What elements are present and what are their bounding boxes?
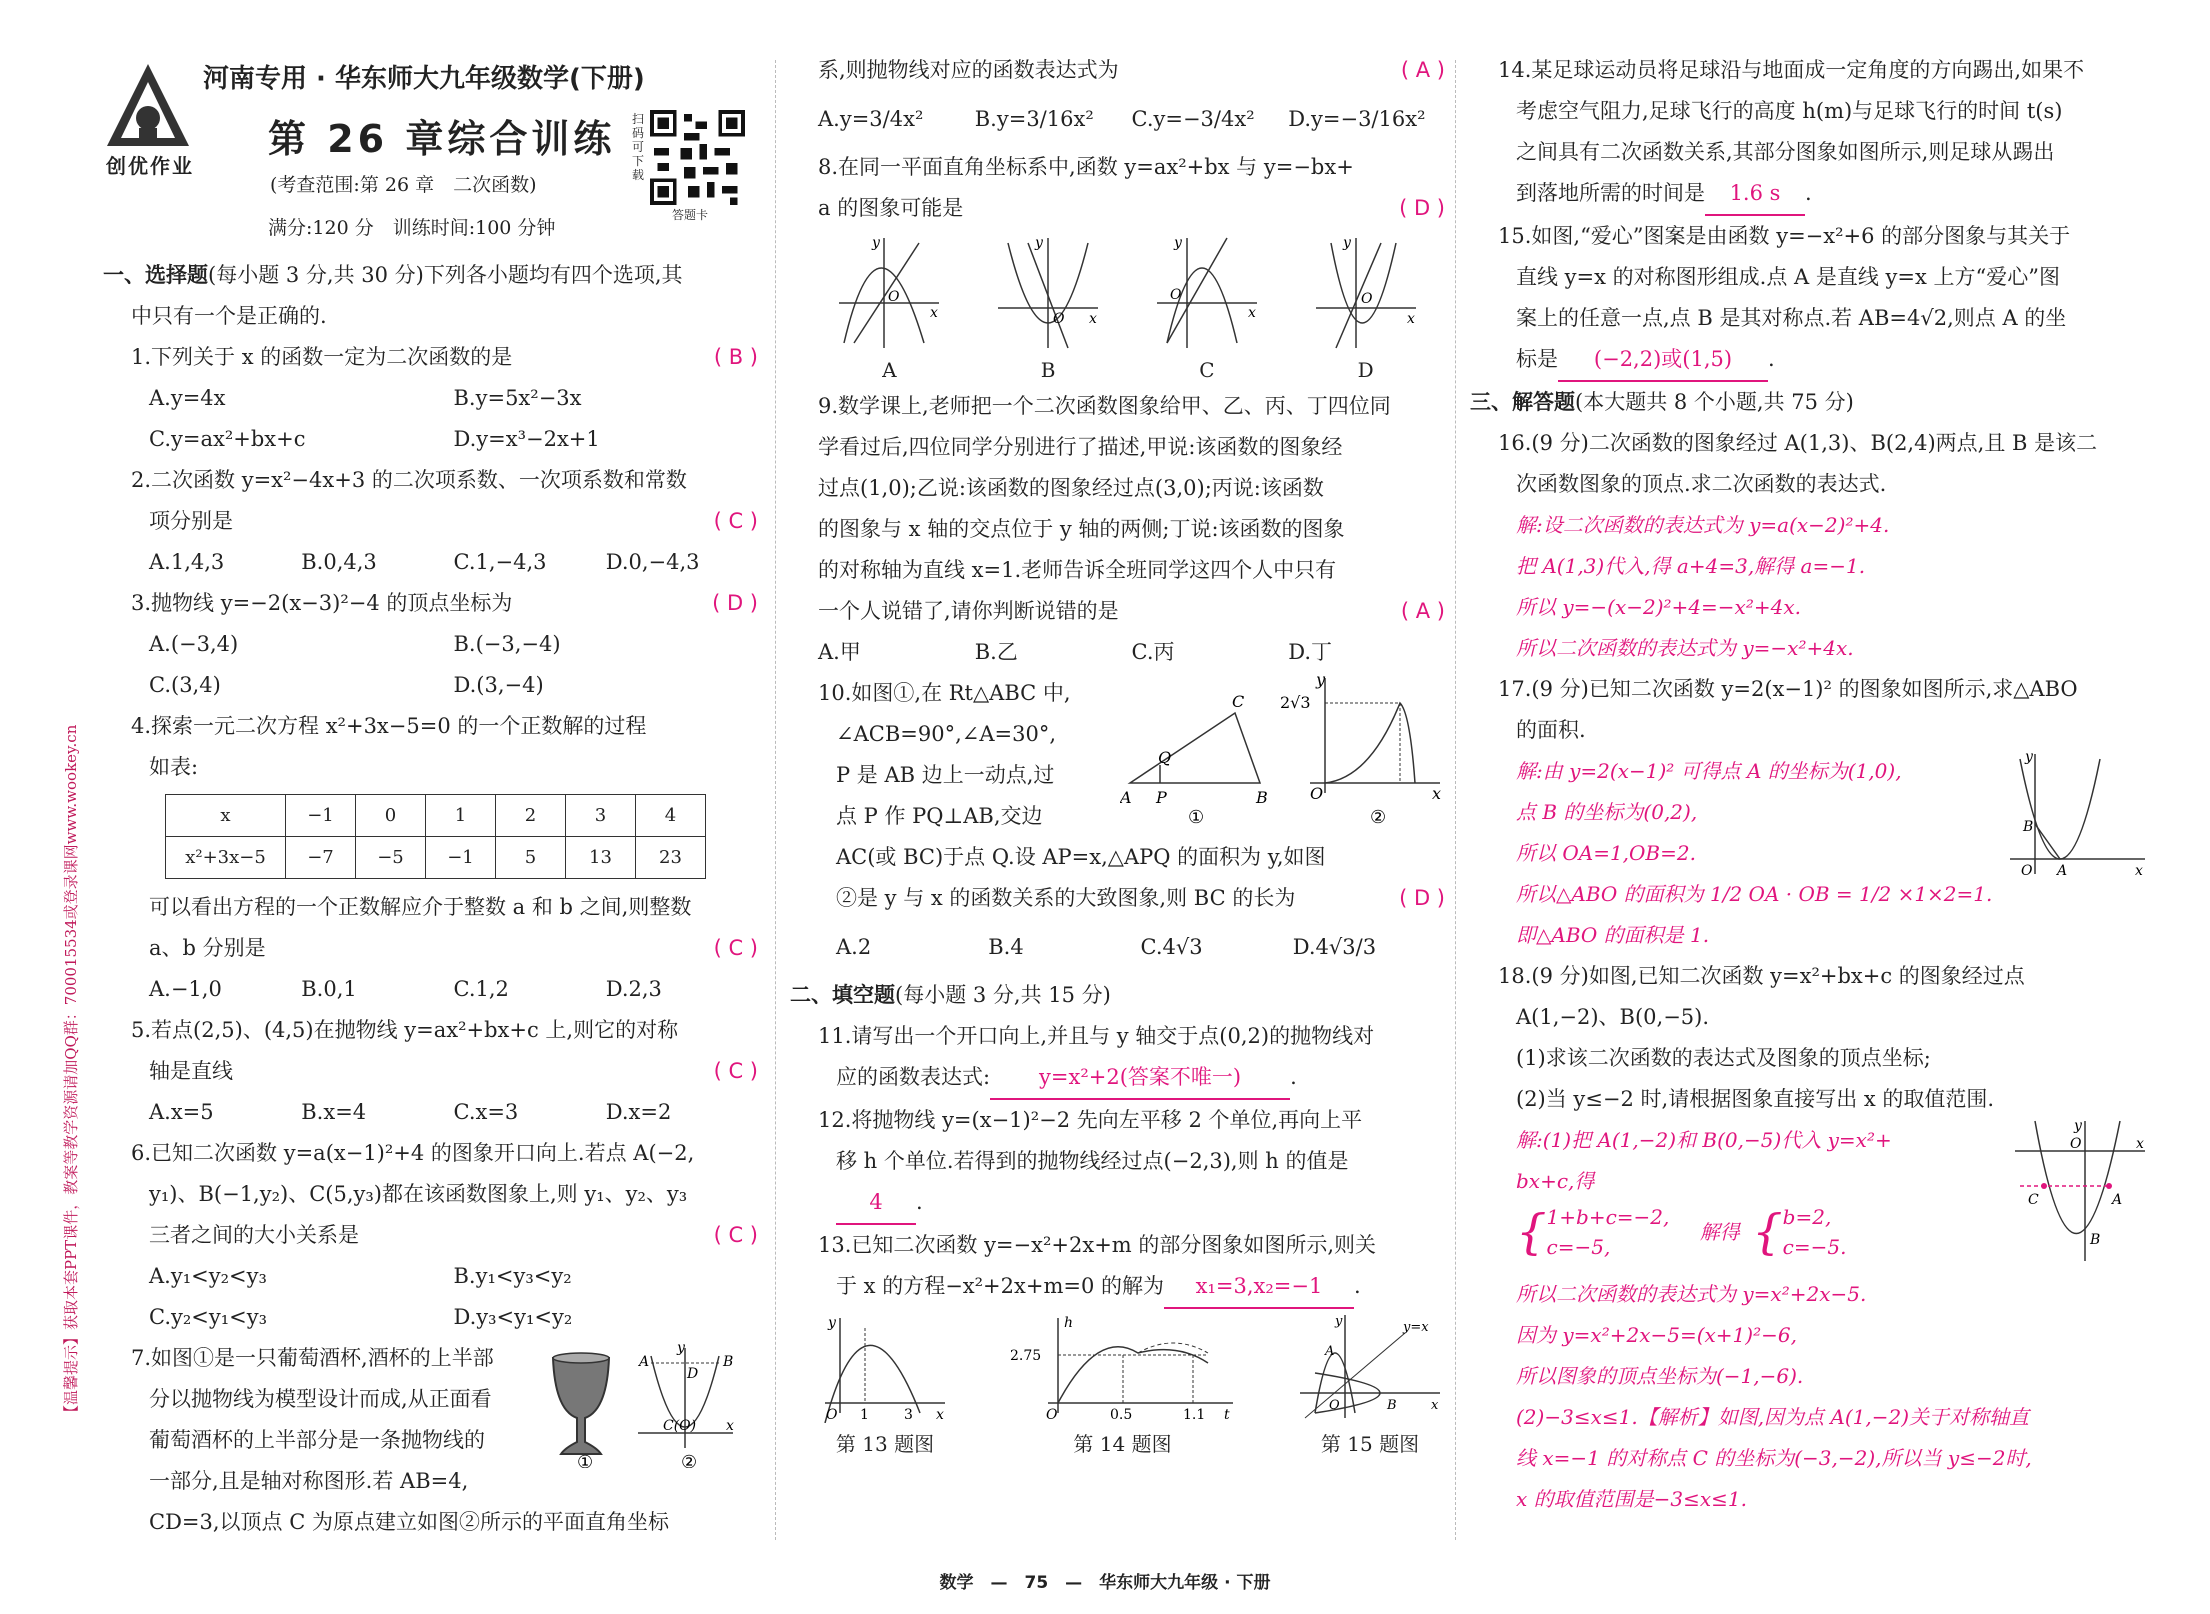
section-desc: (每小题 3 分,共 15 分) bbox=[895, 983, 1111, 1007]
fig-14 bbox=[1008, 1313, 1238, 1457]
q7-block bbox=[103, 1338, 758, 1543]
q10-line6 bbox=[790, 878, 1445, 919]
svg-text:x: x bbox=[930, 305, 939, 321]
svg-text:D: D bbox=[687, 1366, 699, 1382]
q11-text: 应的函数表达式: bbox=[836, 1065, 991, 1089]
page-title: 第 26 章综合训练 bbox=[268, 117, 616, 161]
q1-options bbox=[103, 419, 758, 460]
q10-options bbox=[790, 919, 1445, 975]
q9-line: 过点(1,0);乙说:该函数的图象经过点(3,0);丙说:该函数 bbox=[818, 476, 1324, 500]
q14-line: 考虑空气阻力,足球飞行的高度 h(m)与足球飞行的时间 t(s) bbox=[1516, 99, 2063, 123]
q7-answer-value: A bbox=[1415, 58, 1431, 82]
q1-answer-value: B bbox=[728, 345, 744, 369]
q7-last-line bbox=[790, 50, 1445, 91]
q17-solution: 解:由 y=2(x−1)² 可得点 A 的坐标为(1,0), bbox=[1516, 759, 1902, 783]
column-divider bbox=[775, 60, 776, 1540]
column-3 bbox=[1470, 50, 2150, 1520]
q15-line: 直线 y=x 的对称图形组成.点 A 是直线 y=x 上方“爱心”图 bbox=[1516, 265, 2060, 289]
qr-caption: 答题卡 bbox=[672, 208, 709, 222]
q18-solution: (2)−3≤x≤1.【解析】如图,因为点 A(1,−2)关于对称轴直 bbox=[1516, 1405, 2030, 1429]
table-row bbox=[166, 795, 706, 837]
q18-line: (1)求该二次函数的表达式及图象的顶点坐标; bbox=[1516, 1046, 1931, 1070]
svg-text:O: O bbox=[888, 289, 900, 305]
table-cell: −1 bbox=[286, 795, 356, 837]
q10-line: ∠ACB=90°,∠A=30°, bbox=[836, 722, 1057, 746]
q7-fig2-label: ② bbox=[681, 1452, 698, 1468]
section-desc: (本大题共 8 个小题,共 75 分) bbox=[1575, 390, 1854, 414]
q16-line: 次函数图象的顶点.求二次函数的表达式. bbox=[1516, 472, 1887, 496]
section-desc: 中只有一个是正确的. bbox=[131, 304, 327, 328]
svg-text:1: 1 bbox=[860, 1407, 869, 1423]
q6-text: 三者之间的大小关系是 bbox=[149, 1223, 359, 1247]
option-b[interactable]: B.乙 bbox=[974, 640, 1018, 664]
svg-text:P: P bbox=[1156, 788, 1167, 807]
q8-answer: ( D ) bbox=[1399, 196, 1445, 220]
svg-text:x: x bbox=[2136, 1136, 2144, 1152]
svg-text:Q: Q bbox=[1158, 748, 1172, 767]
q7-fig1-label: ① bbox=[577, 1452, 594, 1468]
svg-text:y: y bbox=[1316, 673, 1326, 689]
q18-solution: 所以图象的顶点坐标为(−1,−6). bbox=[1516, 1364, 1804, 1388]
q6-stem2: y₁)、B(−1,y₂)、C(5,y₃)都在该函数图象上,则 y₁、y₂、y₃ bbox=[149, 1182, 688, 1206]
option-c[interactable]: C.丙 bbox=[1131, 640, 1175, 664]
q8-option-a-graph[interactable] bbox=[834, 233, 944, 382]
q7-line: 一部分,且是轴对称图形.若 AB=4, bbox=[149, 1469, 469, 1493]
svg-text:O: O bbox=[1360, 291, 1373, 307]
q14-line: 之间具有二次函数关系,其部分图象如图所示,则足球从踢出 bbox=[1516, 140, 2055, 164]
q12-answer[interactable]: 4 bbox=[836, 1182, 916, 1225]
svg-text:B: B bbox=[2090, 1232, 2101, 1248]
q16-line: 16.(9 分)二次函数的图象经过 A(1,3)、B(2,4)两点,且 B 是该二 bbox=[1498, 431, 2098, 455]
option-a[interactable]: A.−1,0 bbox=[149, 977, 222, 1001]
q18-eq: 1+b+c=−2, bbox=[1546, 1205, 1670, 1229]
q13-line: 13.已知二次函数 y=−x²+2x+m 的部分图象如图所示,则关 bbox=[818, 1233, 1377, 1257]
q2-stem: 2.二次函数 y=x²−4x+3 的二次项系数、一次项系数和常数 bbox=[131, 468, 687, 492]
q17-line: 17.(9 分)已知二次函数 y=2(x−1)² 的图象如图所示,求△ABO bbox=[1498, 677, 2078, 701]
wine-glass-icon bbox=[553, 1353, 609, 1454]
svg-text:A: A bbox=[2057, 863, 2068, 879]
q10-answer-value: D bbox=[1413, 886, 1431, 910]
option-d[interactable]: D.y=−3/16x² bbox=[1288, 107, 1426, 131]
fig-15-caption: 第 15 题图 bbox=[1320, 1432, 1420, 1456]
table-cell: 2 bbox=[496, 795, 566, 837]
option-a[interactable]: A.y₁<y₂<y₃ bbox=[149, 1264, 267, 1288]
q6-options bbox=[103, 1256, 758, 1297]
q5-text: 轴是直线 bbox=[149, 1059, 233, 1083]
svg-text:O: O bbox=[2021, 863, 2033, 879]
svg-text:C: C bbox=[2028, 1192, 2039, 1208]
q8-answer-value: D bbox=[1413, 196, 1431, 220]
q4-options bbox=[103, 969, 758, 1010]
q10-text: ②是 y 与 x 的函数关系的大致图象,则 BC 的长为 bbox=[836, 886, 1296, 910]
q4-stem: 4.探索一元二次方程 x²+3x−5=0 的一个正数解的过程 bbox=[131, 714, 647, 738]
svg-text:C: C bbox=[1232, 692, 1245, 711]
q4-table-wrap bbox=[103, 794, 758, 879]
q9-line: 的对称轴为直线 x=1.老师告诉全班同学这四个人中只有 bbox=[818, 558, 1337, 582]
fig-13 bbox=[820, 1313, 950, 1457]
q18-solution: 线 x=−1 的对称点 C 的坐标为(−3,−2),所以当 y≤−2时, bbox=[1516, 1446, 2032, 1470]
svg-text:y: y bbox=[2025, 749, 2033, 765]
q3-options bbox=[103, 665, 758, 706]
option-d[interactable]: D.x=2 bbox=[605, 1100, 672, 1124]
qr-side-text: 扫码可下载 bbox=[632, 112, 645, 182]
q13-text: 于 x 的方程−x²+2x+m=0 的解为 bbox=[836, 1274, 1164, 1298]
q5-options bbox=[103, 1092, 758, 1133]
q14-line4: 到落地所需的时间是 1.6 s . bbox=[1470, 173, 2150, 216]
side-note bbox=[60, 420, 90, 1420]
q7-line: 分以抛物线为模型设计而成,从正面看 bbox=[149, 1387, 492, 1411]
q18-solution: 因为 y=x²+2x−5=(x+1)²−6, bbox=[1516, 1323, 1797, 1347]
q17-solution: 所以 OA=1,OB=2. bbox=[1516, 841, 1696, 865]
table-cell: 1 bbox=[426, 795, 496, 837]
column-divider bbox=[1455, 60, 1456, 1540]
svg-text:2.75: 2.75 bbox=[1009, 1348, 1041, 1364]
q11-line2: 应的函数表达式: y=x²+2(答案不唯一) . bbox=[790, 1057, 1445, 1100]
svg-text:O: O bbox=[1329, 1398, 1340, 1413]
q4-answer-value: C bbox=[728, 936, 744, 960]
fig-15 bbox=[1295, 1313, 1445, 1457]
svg-text:B: B bbox=[1387, 1398, 1397, 1413]
option-a[interactable]: A.1,4,3 bbox=[149, 550, 225, 574]
option-d[interactable]: D.y₃<y₁<y₂ bbox=[453, 1305, 573, 1329]
q14-answer[interactable]: 1.6 s bbox=[1705, 173, 1805, 216]
q10-fig1-label: ① bbox=[1188, 807, 1205, 828]
q9-text: 一个人说错了,请你判断说错的是 bbox=[818, 599, 1119, 623]
q11-answer[interactable]: y=x²+2(答案不唯一) bbox=[990, 1057, 1290, 1100]
column-1 bbox=[103, 255, 758, 1543]
q12-line: 移 h 个单位.若得到的抛物线经过点(−2,3),则 h 的值是 bbox=[836, 1149, 1349, 1173]
q18-line: 18.(9 分)如图,已知二次函数 y=x²+bx+c 的图象经过点 bbox=[1498, 964, 2025, 988]
option-d[interactable]: D.丁 bbox=[1288, 640, 1333, 664]
q8-stem: 8.在同一平面直角坐标系中,函数 y=ax²+bx 与 y=−bx+ bbox=[818, 155, 1354, 179]
q9-line6 bbox=[790, 591, 1445, 632]
q7-line: 7.如图①是一只葡萄酒杯,酒杯的上半部 bbox=[131, 1346, 494, 1370]
q9-line: 9.数学课上,老师把一个二次函数图象给甲、乙、丙、丁四位同 bbox=[818, 394, 1391, 418]
q10-line: 点 P 作 PQ⊥AB,交边 bbox=[836, 804, 1043, 828]
series-title: 河南专用 · 华东师大九年级数学(下册) bbox=[203, 64, 645, 94]
q14-text: 到落地所需的时间是 bbox=[1516, 181, 1705, 205]
option-a[interactable]: A.y=4x bbox=[149, 386, 226, 410]
svg-text:O: O bbox=[2070, 1136, 2082, 1152]
svg-text:C(O): C(O) bbox=[663, 1418, 697, 1434]
q10-answer: ( D ) bbox=[1399, 886, 1445, 910]
q13-answer[interactable]: x₁=3,x₂=−1 bbox=[1164, 1266, 1354, 1309]
brace-icon: { bbox=[1752, 1204, 1783, 1260]
svg-text:y=x: y=x bbox=[1403, 1320, 1429, 1335]
svg-text:y: y bbox=[1173, 235, 1182, 251]
option-c[interactable]: C.x=3 bbox=[453, 1100, 519, 1124]
q17-solution: 所以△ABO 的面积为 1/2 OA · OB = 1/2 ×1×2=1. bbox=[1516, 882, 1993, 906]
q16-solution: 把 A(1,3)代入,得 a+4=3,解得 a=−1. bbox=[1516, 554, 1866, 578]
q3-answer: ( D ) bbox=[712, 591, 758, 615]
q18-line: (2)当 y≤−2 时,请根据图象直接写出 x 的取值范围. bbox=[1516, 1087, 1995, 1111]
q10-fig2-label: ② bbox=[1370, 807, 1387, 828]
q15-line4: 标是 (−2,2)或(1,5) . bbox=[1470, 339, 2150, 382]
q18-graph bbox=[2010, 1116, 2150, 1266]
svg-text:O: O bbox=[826, 1407, 838, 1423]
q1-text: 1.下列关于 x 的函数一定为二次函数的是 bbox=[131, 345, 513, 369]
svg-text:x: x bbox=[1431, 1398, 1439, 1413]
table-cell: x²+3x−5 bbox=[166, 837, 286, 879]
option-b[interactable]: B.x=4 bbox=[301, 1100, 367, 1124]
q5-stem: 5.若点(2,5)、(4,5)在抛物线 y=ax²+bx+c 上,则它的对称 bbox=[131, 1018, 679, 1042]
svg-text:B: B bbox=[1256, 788, 1268, 807]
option-a[interactable]: A.y=3/4x² bbox=[818, 107, 924, 131]
table-cell: 0 bbox=[356, 795, 426, 837]
option-a: A bbox=[882, 358, 897, 382]
section-3-heading bbox=[1470, 382, 2150, 423]
q4-answer: ( C ) bbox=[713, 936, 758, 960]
q1-answer: ( B ) bbox=[713, 345, 758, 369]
logo-text: 创优作业 bbox=[106, 154, 194, 178]
q16-solution: 解:设二次函数的表达式为 y=a(x−2)²+4. bbox=[1516, 513, 1890, 537]
option-b: B bbox=[1040, 358, 1056, 382]
q5-stem2 bbox=[103, 1051, 758, 1092]
table-cell: 23 bbox=[636, 837, 706, 879]
section-2-heading bbox=[790, 975, 1445, 1016]
qr-code-icon[interactable] bbox=[650, 110, 745, 205]
q17-block bbox=[1470, 669, 2150, 956]
svg-text:h: h bbox=[1063, 1315, 1073, 1331]
svg-text:B: B bbox=[723, 1354, 734, 1370]
option-d[interactable]: D.y=x³−2x+1 bbox=[453, 427, 600, 451]
q15-line: 15.如图,“爱心”图案是由函数 y=−x²+6 的部分图象与其关于 bbox=[1498, 224, 2071, 248]
q18-solution: x 的取值范围是−3≤x≤1. bbox=[1516, 1487, 1747, 1511]
svg-text:y: y bbox=[1342, 235, 1351, 251]
svg-text:0.5: 0.5 bbox=[1109, 1407, 1132, 1423]
table-cell: x bbox=[166, 795, 286, 837]
svg-text:O: O bbox=[1169, 287, 1182, 303]
option-d: D bbox=[1357, 358, 1374, 382]
option-a[interactable]: A.(−3,4) bbox=[149, 632, 239, 656]
q8-option-c-graph[interactable] bbox=[1152, 233, 1262, 382]
q8-figures bbox=[790, 233, 1445, 382]
q11-line: 11.请写出一个开口向上,并且与 y 轴交于点(0,2)的抛物线对 bbox=[818, 1024, 1375, 1048]
q17-line: 的面积. bbox=[1516, 718, 1586, 742]
q2-stem2 bbox=[103, 501, 758, 542]
option-d[interactable]: D.(3,−4) bbox=[453, 673, 544, 697]
svg-text:y: y bbox=[1335, 1314, 1343, 1329]
svg-text:B: B bbox=[2023, 819, 2034, 835]
q9-options bbox=[790, 632, 1445, 673]
table-cell: −7 bbox=[286, 837, 356, 879]
table-row bbox=[166, 837, 706, 879]
section-1-heading bbox=[103, 255, 758, 296]
q5-answer: ( C ) bbox=[713, 1059, 758, 1083]
q6-options bbox=[103, 1297, 758, 1338]
q9-line: 的图象与 x 轴的交点位于 y 轴的两侧;丁说:该函数的图象 bbox=[818, 517, 1345, 541]
q3-text: 3.抛物线 y=−2(x−3)²−4 的顶点坐标为 bbox=[131, 591, 513, 615]
table-cell: 13 bbox=[566, 837, 636, 879]
brace-icon: { bbox=[1516, 1204, 1547, 1260]
option-c: C bbox=[1199, 358, 1215, 382]
option-b[interactable]: B.4 bbox=[988, 935, 1024, 959]
q17-solution: 点 B 的坐标为(0,2), bbox=[1516, 800, 1698, 824]
q12-line3: 4 . bbox=[790, 1182, 1445, 1225]
q17-solution: 即△ABO 的面积是 1. bbox=[1516, 923, 1710, 947]
q9-answer-value: A bbox=[1415, 599, 1431, 623]
svg-text:x: x bbox=[1432, 784, 1442, 803]
q9-answer: ( A ) bbox=[1400, 599, 1445, 623]
q7-fig2-parabola bbox=[637, 1340, 734, 1448]
q6-stem: 6.已知二次函数 y=a(x−1)²+4 的图象开口向上.若点 A(−2, bbox=[131, 1141, 695, 1165]
q6-answer: ( C ) bbox=[713, 1223, 758, 1247]
page-footer: 数学 — 75 — 华东师大九年级 · 下册 bbox=[939, 1573, 1271, 1593]
section-title: 三、解答题 bbox=[1470, 390, 1575, 414]
option-c[interactable]: C.y₂<y₁<y₃ bbox=[149, 1305, 268, 1329]
svg-text:A: A bbox=[639, 1354, 650, 1370]
fig-14-caption: 第 14 题图 bbox=[1073, 1432, 1172, 1456]
q9-line: 学看过后,四位同学分别进行了描述,甲说:该函数的图象经 bbox=[818, 435, 1343, 459]
q7-line: 葡萄酒杯的上半部分是一条抛物线的 bbox=[149, 1428, 485, 1452]
q4-stem4 bbox=[103, 928, 758, 969]
section-desc: (每小题 3 分,共 30 分)下列各小题均有四个选项,其 bbox=[208, 263, 683, 287]
svg-text:A: A bbox=[2112, 1192, 2123, 1208]
q10-graph bbox=[1280, 673, 1441, 803]
section-title: 一、选择题 bbox=[103, 263, 208, 287]
q8-stem2 bbox=[790, 188, 1445, 229]
q7-answer: ( A ) bbox=[1400, 58, 1445, 82]
q7-options bbox=[790, 91, 1445, 147]
q18-eq: c=−5. bbox=[1782, 1235, 1847, 1259]
q7-figures bbox=[543, 1338, 743, 1468]
q6-stem3 bbox=[103, 1215, 758, 1256]
q2-options bbox=[103, 542, 758, 583]
svg-text:y: y bbox=[2074, 1118, 2082, 1134]
q8-text: a 的图象可能是 bbox=[818, 196, 964, 220]
q2-answer: ( C ) bbox=[713, 509, 758, 533]
side-note-text: 【温馨提示】获取本套PPT课件，教案等教学资源请加QQ群：700015534或登录课网www.wookey.cn bbox=[62, 724, 80, 1420]
q18-solution: bx+c,得 bbox=[1516, 1169, 1595, 1193]
option-c[interactable]: C.y=−3/4x² bbox=[1131, 107, 1255, 131]
option-a[interactable]: A.x=5 bbox=[149, 1100, 214, 1124]
q10-line: P 是 AB 边上一动点,过 bbox=[836, 763, 1055, 787]
q18-line: A(1,−2)、B(0,−5). bbox=[1516, 1005, 1710, 1029]
svg-text:x: x bbox=[726, 1418, 734, 1434]
q3-answer-value: D bbox=[726, 591, 744, 615]
fig-13-caption: 第 13 题图 bbox=[835, 1432, 935, 1456]
svg-text:1.1: 1.1 bbox=[1182, 1407, 1205, 1423]
q18-solution: 所以二次函数的表达式为 y=x²+2x−5. bbox=[1516, 1282, 1867, 1306]
q16-solution: 所以 y=−(x−2)²+4=−x²+4x. bbox=[1516, 595, 1801, 619]
q6-answer-value: C bbox=[728, 1223, 744, 1247]
option-a[interactable]: A.2 bbox=[836, 935, 872, 959]
q18-eq: b=2, bbox=[1782, 1205, 1832, 1229]
score-info: 满分:120 分 训练时间:100 分钟 bbox=[268, 217, 556, 239]
option-b[interactable]: B.y₁<y₃<y₂ bbox=[453, 1264, 572, 1288]
option-c[interactable]: C.4√3 bbox=[1140, 935, 1203, 959]
svg-text:A: A bbox=[1120, 788, 1132, 807]
q14-line: 14.某足球运动员将足球沿与地面成一定角度的方向踢出,如果不 bbox=[1498, 58, 2085, 82]
q10-line: 10.如图①,在 Rt△ABC 中, bbox=[818, 681, 1071, 705]
q7-text: 系,则抛物线对应的函数表达式为 bbox=[818, 58, 1119, 82]
q2-text: 项分别是 bbox=[149, 509, 233, 533]
q17-graph bbox=[2005, 749, 2150, 889]
q12-line: 12.将抛物线 y=(x−1)²−2 先向左平移 2 个单位,再向上平 bbox=[818, 1108, 1363, 1132]
q10-block bbox=[790, 673, 1445, 837]
option-c[interactable]: C.1,−4,3 bbox=[453, 550, 547, 574]
q8-option-b-graph[interactable] bbox=[993, 233, 1103, 382]
svg-text:y: y bbox=[1035, 235, 1044, 251]
option-c[interactable]: C.(3,4) bbox=[149, 673, 221, 697]
q4-text: a、b 分别是 bbox=[149, 936, 266, 960]
svg-text:y: y bbox=[828, 1315, 836, 1331]
option-d[interactable]: D.2,3 bbox=[605, 977, 662, 1001]
option-b[interactable]: B.0,1 bbox=[301, 977, 357, 1001]
svg-text:x: x bbox=[2135, 863, 2143, 879]
q1-stem bbox=[103, 337, 758, 378]
option-b[interactable]: B.y=5x²−3x bbox=[453, 386, 582, 410]
q13-line2: 于 x 的方程−x²+2x+m=0 的解为 x₁=3,x₂=−1 . bbox=[790, 1266, 1445, 1309]
q18-block bbox=[1470, 956, 2150, 1520]
svg-text:x: x bbox=[1089, 311, 1098, 327]
svg-text:O: O bbox=[1310, 784, 1324, 803]
q8-option-d-graph[interactable] bbox=[1311, 233, 1421, 382]
svg-text:2√3: 2√3 bbox=[1280, 693, 1311, 712]
table-cell: 3 bbox=[566, 795, 636, 837]
q2-answer-value: C bbox=[728, 509, 744, 533]
q5-answer-value: C bbox=[728, 1059, 744, 1083]
svg-text:y: y bbox=[677, 1340, 685, 1356]
column-2 bbox=[790, 50, 1445, 1457]
svg-text:x: x bbox=[1247, 305, 1256, 321]
q4-stem2: 如表: bbox=[149, 755, 199, 779]
svg-text:y: y bbox=[872, 235, 881, 251]
svg-text:A: A bbox=[1325, 1344, 1335, 1359]
q4-stem3: 可以看出方程的一个正数解应介于整数 a 和 b 之间,则整数 bbox=[149, 895, 692, 919]
table-cell: 5 bbox=[496, 837, 566, 879]
q3-options bbox=[103, 624, 758, 665]
q15-answer[interactable]: (−2,2)或(1,5) bbox=[1558, 339, 1768, 382]
q10-line: AC(或 BC)于点 Q.设 AP=x,△APQ 的面积为 y,如图 bbox=[836, 845, 1326, 869]
q1-options bbox=[103, 378, 758, 419]
q18-solve-word: 解得 bbox=[1699, 1220, 1740, 1244]
svg-text:O: O bbox=[1053, 311, 1065, 327]
q18-solution: 解:(1)把 A(1,−2)和 B(0,−5)代入 y=x²+ bbox=[1516, 1128, 1892, 1152]
q15-line: 案上的任意一点,点 B 是其对称点.若 AB=4√2,则点 A 的坐 bbox=[1516, 306, 2067, 330]
option-b[interactable]: B.(−3,−4) bbox=[453, 632, 561, 656]
svg-text:x: x bbox=[1406, 311, 1415, 327]
table-cell: −1 bbox=[426, 837, 496, 879]
q7-line: CD=3,以顶点 C 为原点建立如图②所示的平面直角坐标 bbox=[149, 1510, 669, 1534]
q10-triangle bbox=[1120, 692, 1268, 807]
q18-eq: c=−5, bbox=[1546, 1235, 1611, 1259]
option-b[interactable]: B.y=3/16x² bbox=[974, 107, 1094, 131]
svg-text:x: x bbox=[936, 1407, 944, 1423]
svg-text:3: 3 bbox=[904, 1407, 913, 1423]
svg-text:O: O bbox=[1045, 1407, 1057, 1423]
q4-table bbox=[165, 794, 706, 879]
option-d[interactable]: D.0,−4,3 bbox=[605, 550, 700, 574]
option-c[interactable]: C.y=ax²+bx+c bbox=[149, 427, 306, 451]
q10-figures bbox=[1120, 673, 1445, 833]
table-cell: −5 bbox=[356, 837, 426, 879]
fig-row-13-15 bbox=[790, 1313, 1445, 1457]
exam-scope: (考查范围:第 26 章 二次函数) bbox=[270, 174, 537, 196]
section-title: 二、填空题 bbox=[790, 983, 895, 1007]
q3-stem bbox=[103, 583, 758, 624]
table-cell: 4 bbox=[636, 795, 706, 837]
svg-text:t: t bbox=[1223, 1407, 1230, 1423]
option-a[interactable]: A.甲 bbox=[818, 640, 861, 664]
q16-solution: 所以二次函数的表达式为 y=−x²+4x. bbox=[1516, 636, 1854, 660]
option-b[interactable]: B.0,4,3 bbox=[301, 550, 377, 574]
q15-text: 标是 bbox=[1516, 347, 1558, 371]
option-c[interactable]: C.1,2 bbox=[453, 977, 509, 1001]
option-d[interactable]: D.4√3/3 bbox=[1292, 935, 1377, 959]
